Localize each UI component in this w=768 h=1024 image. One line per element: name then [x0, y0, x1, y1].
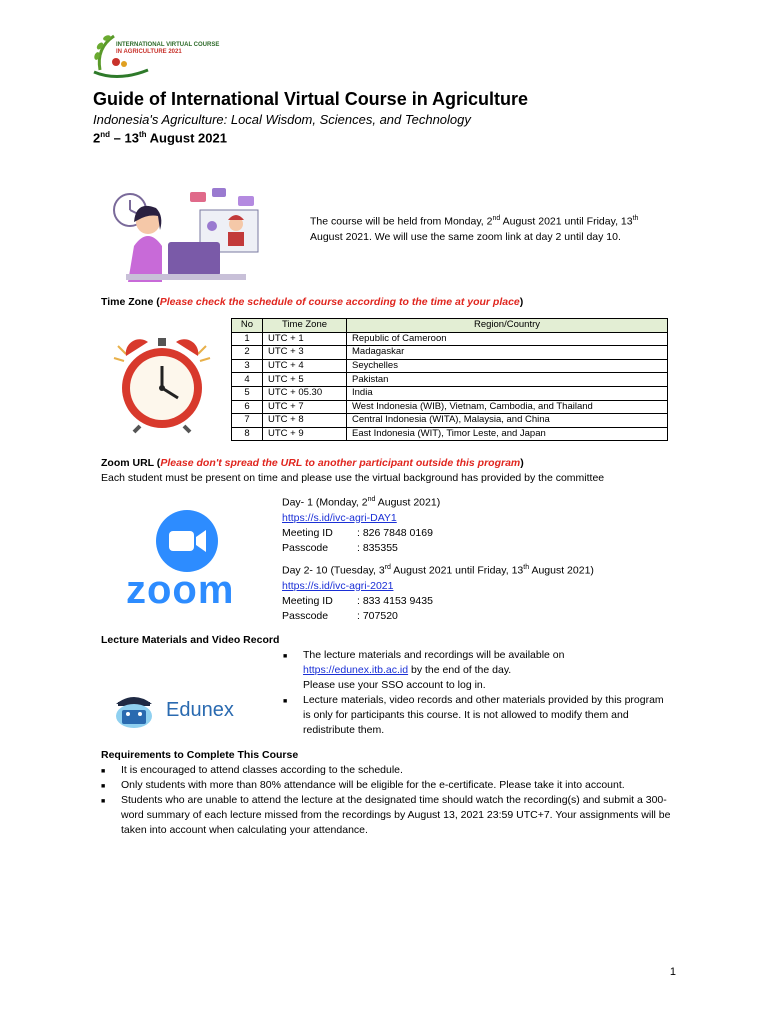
table-row: 3 UTC + 4 Seychelles: [232, 359, 668, 373]
table-header-row: [232, 319, 668, 333]
zoom-instruction: Each student must be present on time and please use the virtual background has provided by the committee: [101, 472, 605, 484]
page-number: 1: [669, 966, 676, 978]
header-no: No: [232, 319, 263, 333]
intro-paragraph: The course will be held from Monday, 2nd August 2021 until Friday, 13th August 2021. We will use the same zoom link at day 2 until day 10.: [310, 215, 639, 243]
day2-zoom-link[interactable]: https://s.id/ivc-agri-2021: [282, 579, 394, 592]
lecture-heading: Lecture Materials and Video Record: [101, 634, 280, 646]
timezone-heading: Time Zone (Please check the schedule of course according to the time at your place): [101, 296, 524, 308]
list-item: ■ Students who are unable to attend the lecture at the designated time should watch the recording(s) and submit a 300-word summary of each lecture missed from the recordings by August 13, 2021 23:59 UTC+7. Your assignments will be taken into account when calculating your attendance.: [101, 793, 671, 838]
course-dates: 2nd – 13th August 2021: [93, 130, 227, 146]
page-subtitle: Indonesia's Agriculture: Local Wisdom, Sciences, and Technology: [93, 112, 471, 127]
table-row: 5 UTC + 05.30 India: [232, 386, 668, 400]
edunex-mascot-icon: [108, 690, 160, 730]
header-timezone: Time Zone: [263, 319, 347, 333]
requirements-list: [101, 763, 671, 838]
day1-passcode-label: Passcode: [282, 541, 329, 554]
zoom-day1-block: [282, 492, 682, 556]
table-row: 1 UTC + 1 Republic of Cameroon: [232, 332, 668, 346]
day2-meeting-id: : 833 4153 9435: [357, 594, 433, 607]
page-title: Guide of International Virtual Course in Agriculture: [93, 89, 529, 109]
logo-line2: IN AGRICULTURE 2021: [116, 49, 182, 55]
alarm-clock-icon: [112, 334, 212, 434]
day2-heading: Day 2- 10 (Tuesday, 3rd August 2021 until Friday, 13th August 2021): [282, 564, 594, 577]
day1-passcode: : 835355: [357, 541, 398, 554]
day1-meeting-label: Meeting ID: [282, 526, 333, 539]
day2-passcode: : 707520: [357, 609, 398, 622]
table-row: 8 UTC + 9 East Indonesia (WIT), Timor Leste, and Japan: [232, 427, 668, 441]
table-row: 6 UTC + 7 West Indonesia (WIB), Vietnam, Cambodia, and Thailand: [232, 400, 668, 414]
edunex-logo-text: Edunex: [166, 699, 234, 721]
day1-heading: Day- 1 (Monday, 2nd August 2021): [282, 496, 441, 509]
zoom-logo-text: zoom: [126, 568, 235, 612]
logo-line1: INTERNATIONAL VIRTUAL COURSE: [116, 42, 220, 48]
requirements-heading: Requirements to Complete This Course: [101, 749, 299, 761]
header-region: Region/Country: [347, 319, 668, 333]
day2-meeting-label: Meeting ID: [282, 594, 333, 607]
day1-zoom-link[interactable]: https://s.id/ivc-agri-DAY1: [282, 511, 397, 524]
table-row: 4 UTC + 5 Pakistan: [232, 373, 668, 387]
list-item: ■ It is encouraged to attend classes according to the schedule.: [101, 763, 671, 778]
list-item: ■ The lecture materials and recordings will be available on https://edunex.itb.ac.id by the end of the day. Please use your SSO account to log in.: [283, 648, 673, 693]
zoom-camera-icon: [155, 509, 219, 573]
day1-meeting-id: : 826 7848 0169: [357, 526, 433, 539]
day2-passcode-label: Passcode: [282, 609, 329, 622]
online-learning-illustration: [108, 186, 263, 282]
list-item: ■ Lecture materials, video records and other materials provided by this program is only for participants this course. It is not allowed to modify them and redistribute them.: [283, 693, 673, 738]
lecture-bullets: [283, 648, 673, 738]
zoom-day2-block: [282, 560, 702, 624]
list-item: ■ Only students with more than 80% attendance will be eligible for the e-certificate. Please take it into account.: [101, 778, 671, 793]
edunex-link[interactable]: https://edunex.itb.ac.id: [303, 664, 409, 676]
table-row: 7 UTC + 8 Central Indonesia (WITA), Malaysia, and China: [232, 414, 668, 428]
zoom-heading: Zoom URL (Please don't spread the URL to another participant outside this program): [101, 457, 524, 469]
timezone-table: [231, 318, 668, 441]
table-row: 2 UTC + 3 Madagaskar: [232, 346, 668, 360]
